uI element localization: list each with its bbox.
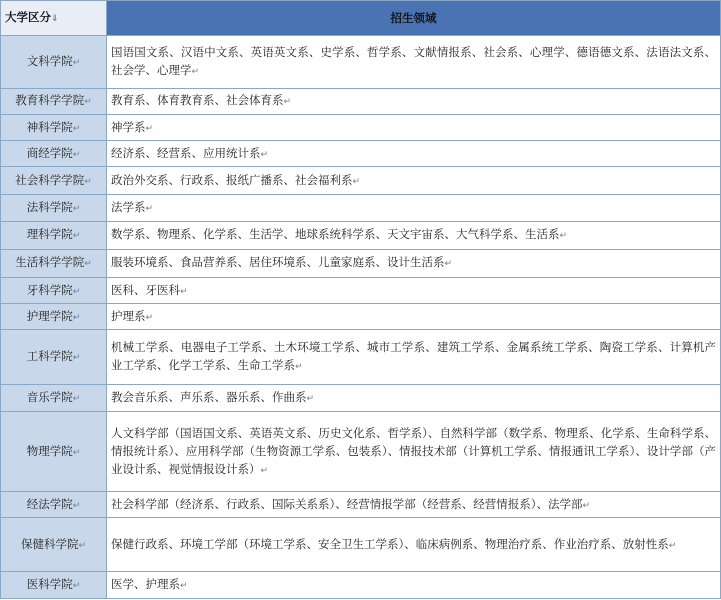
paragraph-mark-icon: ↵ [145,203,154,214]
admission-fields-cell: 教育系、体育教育系、社会体育系↵ [107,88,721,114]
paragraph-mark-icon: ↵ [668,540,677,551]
university-division-cell: 生活科学学院↵ [1,249,107,277]
header-university-division: 大学区分⇓ [1,1,107,36]
paragraph-mark-icon: ↵ [559,231,568,242]
paragraph-mark-icon: ↵ [72,123,81,134]
paragraph-mark-icon: ↵ [582,500,591,511]
table-row [1,384,721,411]
paragraph-mark-icon: ↵ [72,203,81,214]
table-row [1,518,721,571]
paragraph-mark-icon: ↵ [84,176,92,187]
table-row [1,114,721,140]
admission-fields-cell: 教会音乐系、声乐系、器乐系、作曲系↵ [107,384,721,411]
paragraph-mark-icon: ↵ [260,465,269,476]
header-row [1,1,721,36]
table-row [1,277,721,303]
admission-fields-cell: 社会科学部（经济系、行政系、国际关系系）、经营情报学部（经营系、经营情报系）、法学部↵ [107,492,721,518]
university-division-cell: 物理学院↵ [1,411,107,492]
paragraph-mark-icon: ↵ [191,66,200,77]
paragraph-mark-icon: ↵ [295,361,303,372]
table-row [1,411,721,492]
university-division-cell: 社会科学学院↵ [1,167,107,195]
paragraph-mark-icon: ↵ [72,393,81,404]
paragraph-mark-icon: ↵ [72,312,81,323]
university-division-cell: 商经学院↵ [1,141,107,167]
paragraph-mark-icon: ↵ [78,540,87,551]
university-division-cell: 护理学院↵ [1,304,107,330]
university-division-cell: 工科学院↵ [1,330,107,384]
admission-fields-cell: 数学系、物理系、化学系、生活学、地球系统科学系、天文宇宙系、大气科学系、生活系↵ [107,221,721,249]
table-row [1,88,721,114]
university-division-cell: 理科学院↵ [1,221,107,249]
admission-fields-cell: 保健行政系、环境工学部（环境工学系、安全卫生工学系）、临床病例系、物理治疗系、作业治疗系、放射性系↵ [107,518,721,571]
admission-fields-cell: 国语国文系、汉语中文系、英语英文系、史学系、哲学系、文献情报系、社会系、心理学、德语德文系、法语法文系、社会学、心理学↵ [107,35,721,88]
university-division-cell: 教育科学学院↵ [1,88,107,114]
paragraph-mark-icon: ↵ [444,259,453,270]
paragraph-mark-icon: ↵ [306,393,315,404]
paragraph-mark-icon: ⇓ [51,13,59,24]
table-row [1,330,721,384]
admission-fields-cell: 神学系↵ [107,114,721,140]
table-row [1,35,721,88]
paragraph-mark-icon: ↵ [84,97,92,108]
university-division-cell: 保健科学院↵ [1,518,107,571]
table-row [1,221,721,249]
university-division-cell: 文科学院↵ [1,35,107,88]
table-row [1,571,721,598]
university-division-cell: 音乐学院↵ [1,384,107,411]
table-row [1,304,721,330]
admission-fields-cell: 机械工学系、电器电子工学系、土木环境工学系、城市工学系、建筑工学系、金属系统工学系、陶瓷工学系、计算机产业工学系、化学工学系、生命工学系↵ [107,330,721,384]
table-row [1,195,721,221]
admission-fields-cell: 人文科学部（国语国文系、英语英文系、历史文化系、哲学系）、自然科学部（数学系、物理系、化学系、生命科学系、情报统计系）、应用科学部（生物资源工学系、包装系）、情报技术部（计算机工学系、情报通讯工学系）、设计学部（产业设计系、视觉情报设计系）↵ [107,411,721,492]
admission-fields-cell: 政治外交系、行政系、报纸广播系、社会福利系↵ [107,167,721,195]
table-row [1,167,721,195]
paragraph-mark-icon: ↵ [180,580,188,591]
admission-fields-cell: 服装环境系、食品营养系、居住环境系、儿童家庭系、设计生活系↵ [107,249,721,277]
admission-fields-cell: 医科、牙医科↵ [107,277,721,303]
table-row [1,141,721,167]
university-division-cell: 牙科学院↵ [1,277,107,303]
paragraph-mark-icon: ↵ [72,500,81,511]
admission-fields-cell: 医学、护理系↵ [107,571,721,598]
paragraph-mark-icon: ↵ [72,57,81,68]
paragraph-mark-icon: ↵ [72,286,81,297]
paragraph-mark-icon: ↵ [145,312,154,323]
university-division-cell: 医科学院↵ [1,571,107,598]
paragraph-mark-icon: ↵ [72,580,81,591]
table-row [1,492,721,518]
paragraph-mark-icon: ↵ [72,231,81,242]
table-row [1,249,721,277]
paragraph-mark-icon: ↵ [180,286,188,297]
paragraph-mark-icon: ↵ [260,149,269,160]
paragraph-mark-icon: ↵ [84,259,92,270]
admission-fields-cell: 护理系↵ [107,304,721,330]
admission-fields-cell: 经济系、经营系、应用统计系↵ [107,141,721,167]
paragraph-mark-icon: ↵ [352,176,361,187]
paragraph-mark-icon: ↵ [145,123,154,134]
university-division-cell: 经法学院↵ [1,492,107,518]
paragraph-mark-icon: ↵ [72,149,81,160]
university-division-cell: 法科学院↵ [1,195,107,221]
header-admission-fields: 招生领域 [107,1,721,36]
paragraph-mark-icon: ↵ [283,97,292,108]
university-division-cell: 神科学院↵ [1,114,107,140]
paragraph-mark-icon: ↵ [72,352,81,363]
admission-fields-cell: 法学系↵ [107,195,721,221]
paragraph-mark-icon: ↵ [72,447,81,458]
